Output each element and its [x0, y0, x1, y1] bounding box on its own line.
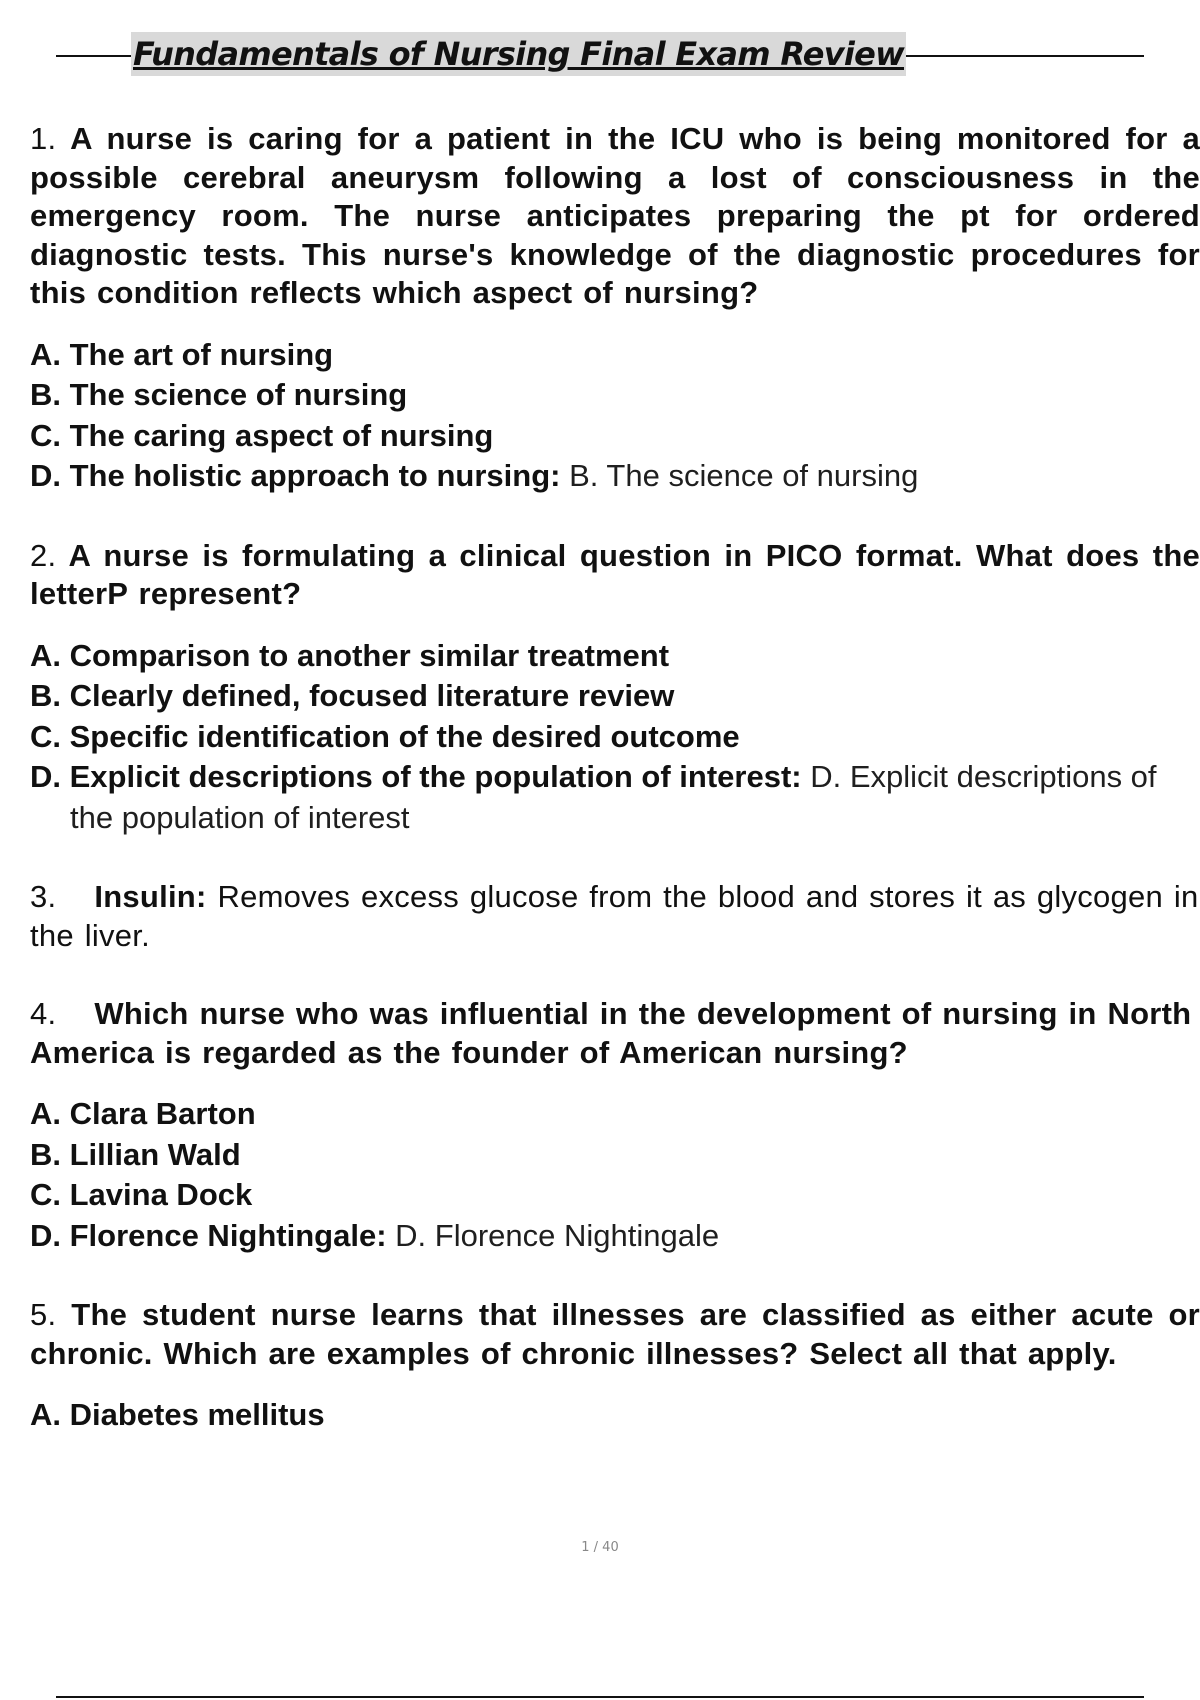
question-4 — [30, 995, 1200, 1256]
page-indicator: 1 / 40 — [581, 1540, 619, 1555]
option-label: B. The science of nursing — [30, 377, 408, 412]
option-label: A. Diabetes mellitus — [30, 1397, 325, 1432]
option-a — [30, 335, 1200, 376]
question-2 — [30, 537, 1200, 839]
option-label: D. Florence Nightingale: — [30, 1217, 387, 1253]
option-label: A. The art of nursing — [30, 336, 334, 372]
option-label: D. Explicit descriptions of the population of interest: — [30, 759, 802, 794]
question-stem: A nurse is formulating a clinical question in PICO format. What does the letterP represent? — [30, 537, 1200, 611]
question-number: 2. — [30, 537, 57, 573]
option-a — [30, 1094, 1200, 1135]
option-c — [30, 416, 1200, 457]
question-number: 5. — [30, 1297, 57, 1332]
answer-text: B. The science of nursing — [569, 458, 919, 493]
option-label: B. Clearly defined, focused literature review — [30, 678, 675, 713]
option-b — [30, 676, 1200, 717]
footer-rule — [56, 1696, 1144, 1698]
document-title: Fundamentals of Nursing Final Exam Review — [131, 32, 906, 76]
option-label: C. Lavina Dock — [30, 1177, 253, 1212]
option-a — [30, 636, 1200, 677]
question-stem: Which nurse who was influential in the development of nursing in North America is regarded as the founder of American nursing? — [30, 996, 1192, 1070]
question-stem: A nurse is caring for a patient in the ICU who is being monitored for a possible cerebral aneurysm following a lost of consciousness in the emergency room. The nurse anticipates preparing the pt for ordered diagnostic tests. This nurse's knowledge of the diagnostic procedures for this condition reflects which aspect of nursing? — [30, 121, 1200, 310]
option-label: C. Specific identification of the desired outcome — [30, 718, 740, 754]
option-list — [30, 1395, 1200, 1436]
answer-text: D. Explicit descriptions of the population of interest — [70, 759, 1157, 835]
option-c — [30, 717, 1200, 758]
question-5 — [30, 1296, 1200, 1436]
option-d — [30, 456, 1200, 497]
question-3 — [30, 878, 1200, 955]
option-a — [30, 1395, 1200, 1436]
option-list — [30, 1094, 1200, 1256]
question-number: 3. — [30, 879, 57, 914]
answer-text: D. Florence Nightingale — [395, 1217, 720, 1253]
question-text — [30, 995, 1200, 1072]
option-list — [30, 335, 1200, 497]
question-text — [30, 120, 1200, 313]
question-text — [30, 537, 1200, 614]
question-stem: The student nurse learns that illnesses are classified as either acute or chronic. Which are examples of chronic illnesses? Select all that apply. — [30, 1297, 1200, 1371]
question-number: 1. — [30, 121, 57, 156]
term: Insulin: — [94, 879, 207, 914]
question-1 — [30, 120, 1200, 497]
option-list — [30, 636, 1200, 839]
option-label: B. Lillian Wald — [30, 1136, 241, 1172]
option-b — [30, 375, 1200, 416]
option-label: D. The holistic approach to nursing: — [30, 458, 561, 493]
document-body — [30, 120, 1200, 1436]
question-text — [30, 1296, 1200, 1373]
option-d — [30, 1216, 1200, 1257]
option-c — [30, 1175, 1200, 1216]
option-label: A. Clara Barton — [30, 1096, 256, 1131]
question-number: 4. — [30, 996, 57, 1031]
option-label: C. The caring aspect of nursing — [30, 417, 494, 453]
option-label: A. Comparison to another similar treatment — [30, 637, 670, 673]
option-d — [30, 757, 1200, 838]
option-b — [30, 1135, 1200, 1176]
definition: Removes excess glucose from the blood and stores it as glycogen in the liver. — [30, 879, 1199, 953]
document-header — [56, 28, 1144, 80]
flashcard-text — [30, 878, 1200, 955]
